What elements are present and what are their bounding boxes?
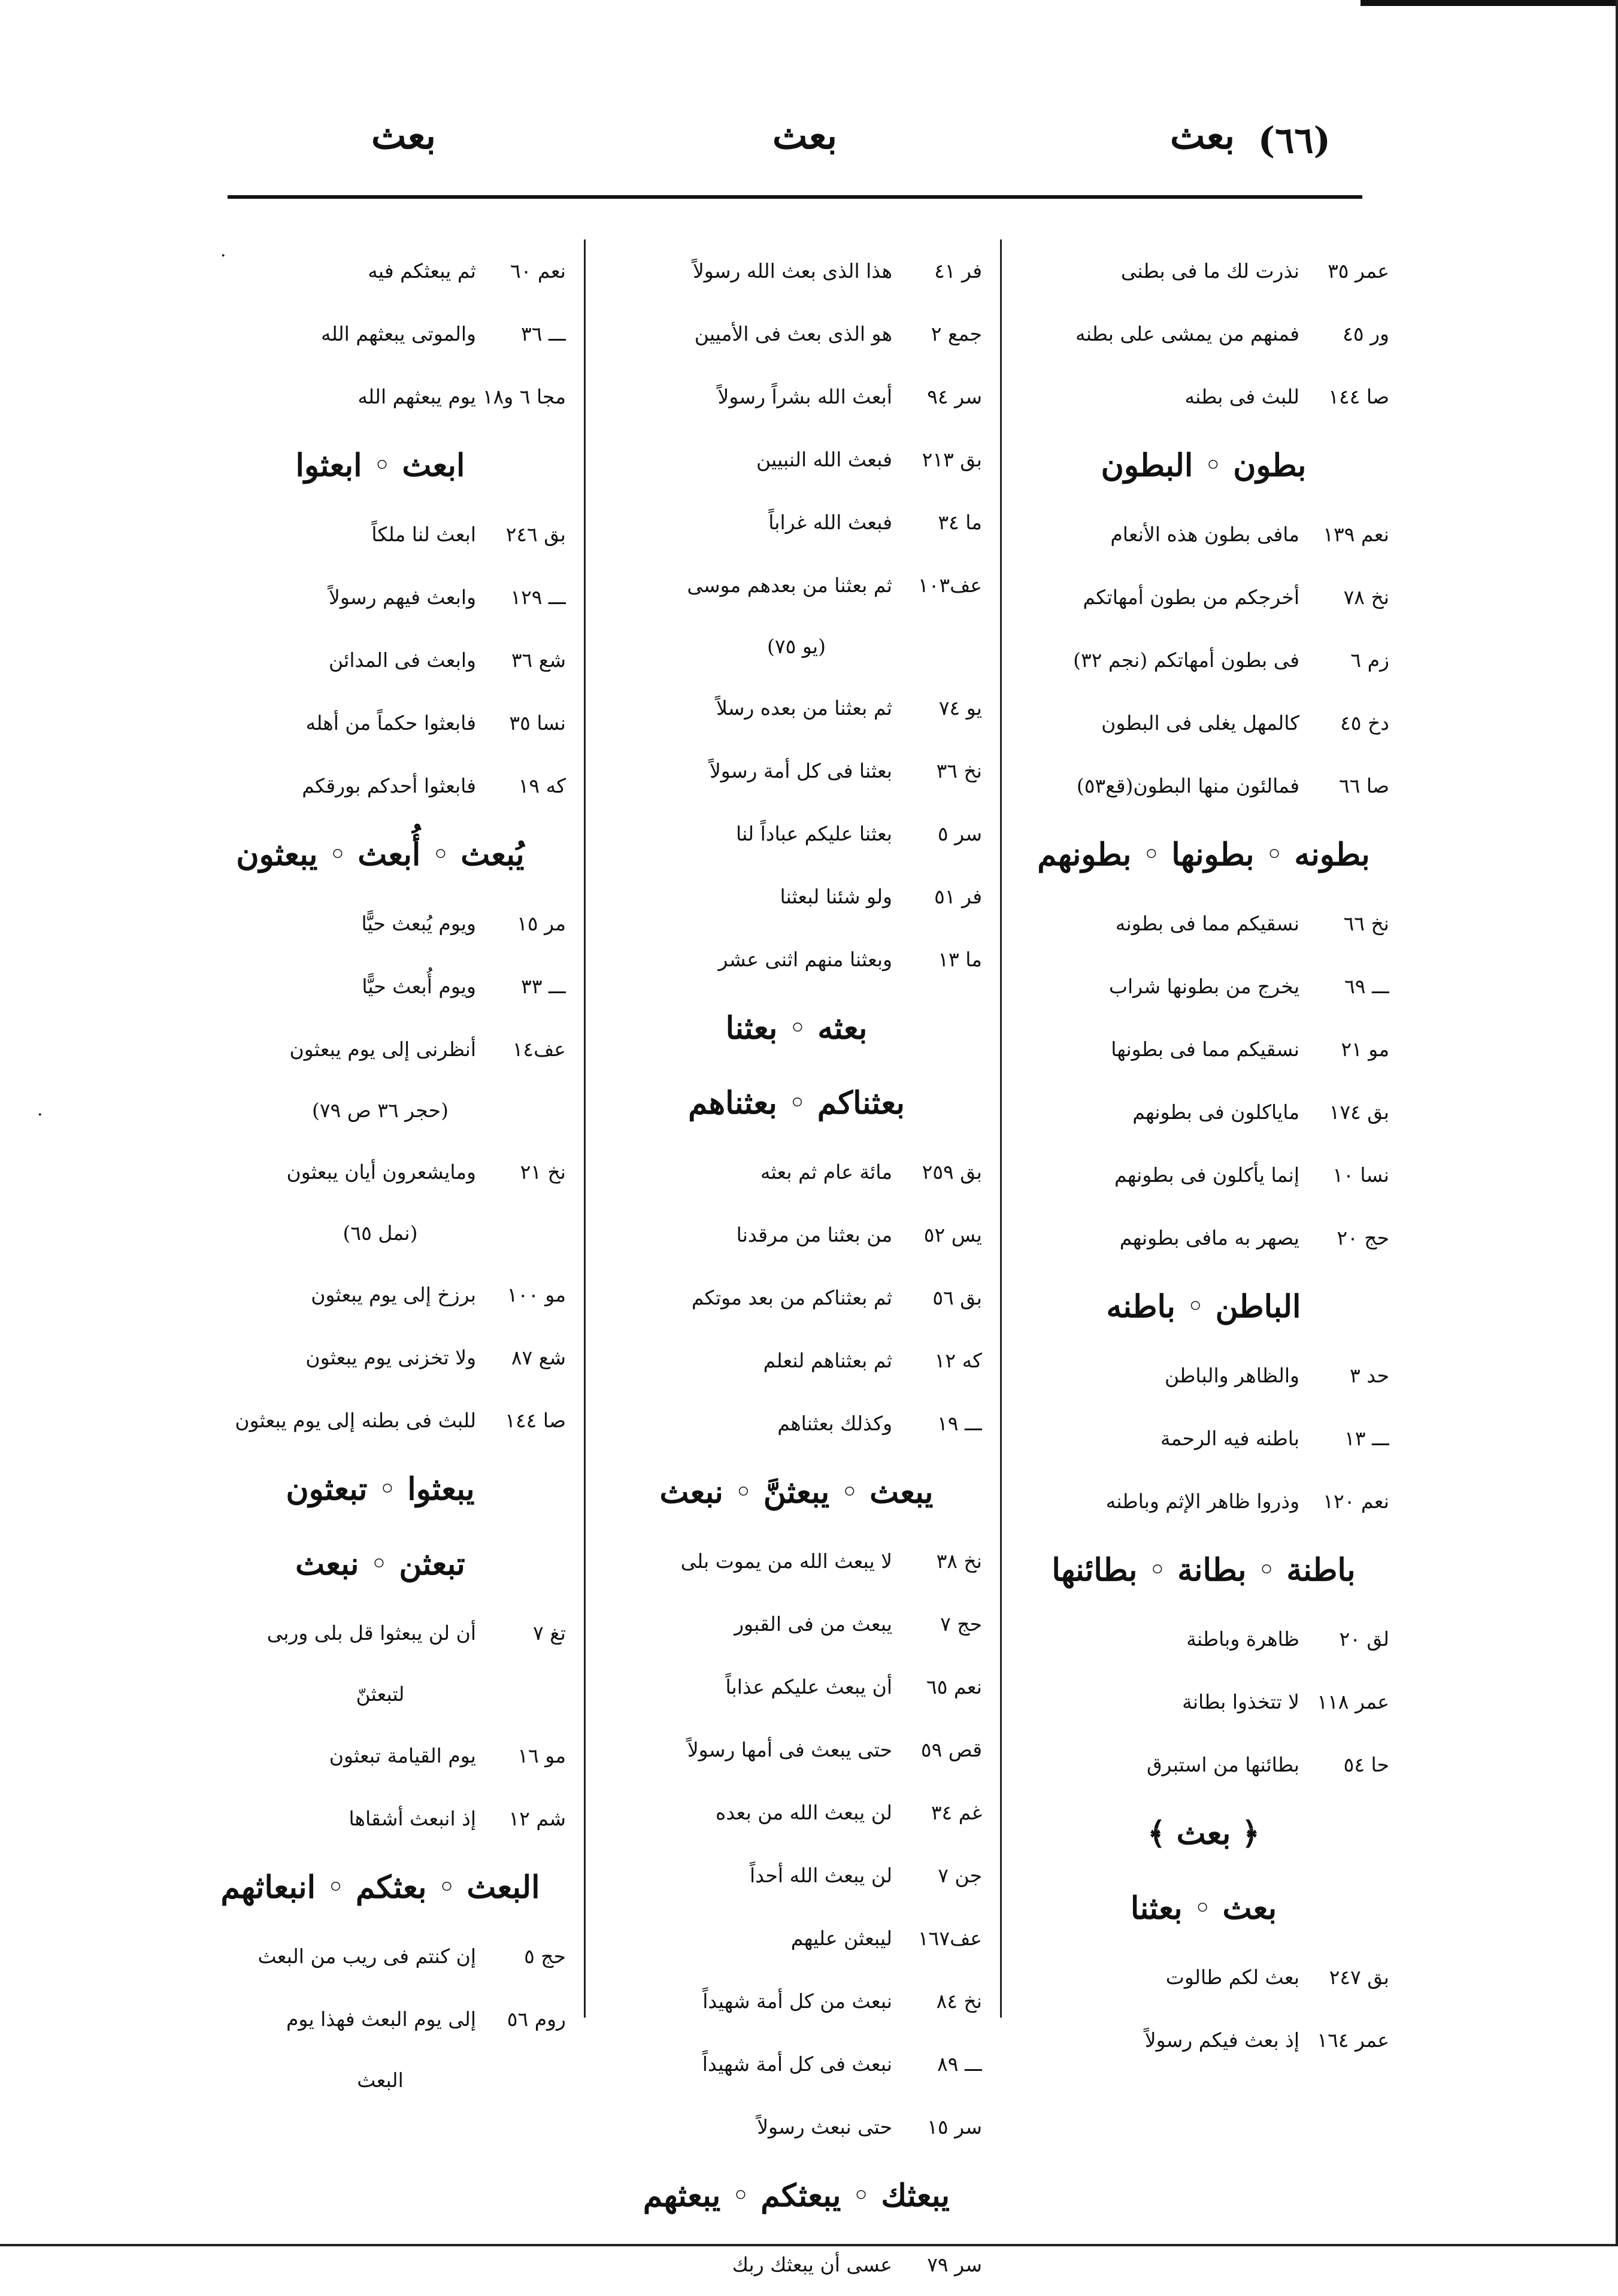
entry-reference: مو ٢١ — [1341, 1038, 1389, 1061]
entry-reference: بق ٢١٣ — [922, 448, 982, 471]
entry-text: ويوم أُبعث حيًّا — [362, 975, 476, 998]
header-word-left: بعث — [371, 114, 437, 157]
index-entry — [1018, 754, 1389, 817]
entry-reference: كه ١٩ — [518, 774, 566, 797]
entry-reference: شع ٨٧ — [511, 1346, 566, 1369]
section-heading: يبعثك ◦ يبعثكم ◦ يبعثهم — [643, 2177, 950, 2214]
entry-text: حتى نبعث رسولاً — [757, 2115, 892, 2139]
index-entry — [611, 1781, 982, 1844]
index-entry — [195, 1925, 566, 1988]
entry-continuation: (يو ٧٥) — [767, 635, 826, 658]
entry-reference: فر ٥١ — [934, 885, 982, 908]
entry-text: ومايشعرون أيان يبعثون — [286, 1160, 476, 1184]
entry-text: كالمهل يغلى فى البطون — [1101, 711, 1299, 735]
entry-reference: بق ٥٦ — [932, 1286, 982, 1309]
entry-continuation: لتبعثنّ — [356, 1682, 405, 1706]
section-heading: يُبعث ◦ أُبعث ◦ يبعثون — [236, 836, 525, 873]
entry-reference: نسا ١٠ — [1332, 1163, 1389, 1187]
entry-text: أن لن يبعثوا قل بلى وربى — [266, 1621, 476, 1645]
entry-text: لا تتخذوا بطانة — [1182, 1690, 1299, 1713]
index-entry — [1018, 1081, 1389, 1144]
index-entry — [611, 1718, 982, 1781]
entry-text: ليبعثن عليهم — [790, 1927, 892, 1950]
index-entry — [611, 1970, 982, 2033]
entry-reference: قص ٥٩ — [920, 1738, 982, 1761]
entry-text: وابعث فى المدائن — [329, 648, 476, 672]
entry-text: ظاهرة وباطنة — [1186, 1627, 1299, 1651]
index-entry — [611, 1266, 982, 1329]
entry-reference: نسا ٣٥ — [509, 711, 566, 735]
entry-reference: حا ٥٤ — [1343, 1753, 1389, 1776]
entry-reference: سر ٩٤ — [927, 385, 982, 408]
entry-reference: نعم ١٣٩ — [1323, 523, 1389, 546]
index-entry — [1018, 1470, 1389, 1533]
entry-text: فمنهم من يمشى على بطنه — [1075, 322, 1299, 345]
index-entry — [195, 1724, 566, 1787]
index-entry — [1018, 955, 1389, 1018]
section-heading: بعث ◦ بعثنا — [1130, 1890, 1277, 1927]
section-heading: بعثناكم ◦ بعثناهم — [688, 1085, 905, 1121]
entry-text: والظاهر والباطن — [1165, 1364, 1299, 1387]
index-entry — [1018, 1607, 1389, 1670]
entry-text: نبعث من كل أمة شهيداً — [702, 1989, 892, 2013]
index-entry — [1018, 1670, 1389, 1733]
page-header — [0, 114, 1618, 186]
entry-reference: جن ٧ — [938, 1864, 982, 1887]
entry-reference: ـــ ٣٦ — [521, 322, 566, 345]
entry-text: فمالئون منها البطون(قع٥٣) — [1076, 774, 1299, 797]
entry-reference: تغ ٧ — [533, 1621, 566, 1645]
index-entry — [611, 491, 982, 554]
entry-text: ولو شئنا لبعثنا — [780, 885, 892, 908]
entry-text: نسقيكم مما فى بطونها — [1111, 1038, 1299, 1061]
entry-text: بعثنا عليكم عباداً لنا — [736, 822, 892, 845]
section-heading: الباطن ◦ باطنه — [1106, 1288, 1301, 1325]
entry-reference: عف١٠٣ — [917, 574, 982, 597]
header-word-center: بعث — [772, 114, 838, 157]
header-rule — [228, 195, 1362, 199]
index-entry — [611, 677, 982, 739]
index-entry — [195, 892, 566, 955]
entry-reference: بق ٢٤٧ — [1329, 1966, 1389, 1989]
entry-text: أخرجكم من بطون أمهاتكم — [1083, 586, 1299, 609]
entry-text: هو الذى بعث فى الأميين — [694, 322, 892, 345]
index-entry — [611, 865, 982, 928]
header-word-right: بعث — [1169, 114, 1235, 157]
entry-reference: مو ١٠٠ — [507, 1283, 566, 1306]
stray-mark: · — [220, 245, 226, 266]
index-entry — [195, 1602, 566, 1664]
entry-reference: حد ٣ — [1350, 1364, 1389, 1387]
entry-text: للبث فى بطنه — [1184, 385, 1299, 408]
index-entry — [611, 2033, 982, 2095]
index-entry — [195, 1326, 566, 1389]
entry-reference: نخ ٣٦ — [936, 759, 982, 782]
index-entry — [611, 739, 982, 802]
index-entry — [1018, 239, 1389, 302]
index-entry — [195, 1389, 566, 1452]
entry-text: يصهر به مافى بطونهم — [1119, 1226, 1299, 1249]
entry-reference: عمر ٣٥ — [1328, 259, 1389, 283]
entry-text: مائة عام ثم بعثه — [760, 1160, 892, 1184]
entry-reference: صا ١٤٤ — [1328, 385, 1389, 408]
entry-text: أبعث الله بشراً رسولاً — [717, 385, 892, 408]
index-entry — [1018, 1206, 1389, 1269]
entry-reference: مو ١٦ — [517, 1744, 566, 1767]
entry-text: وابعث فيهم رسولاً — [329, 586, 476, 609]
entry-text: ماياكلون فى بطونهم — [1132, 1100, 1299, 1124]
entry-text: عسى أن يبعثك ربك — [732, 2253, 892, 2276]
entry-reference: نخ ٨٤ — [936, 1989, 982, 2013]
index-entry — [611, 365, 982, 428]
entry-reference: سر ٧٩ — [927, 2253, 982, 2276]
section-heading: بطونه ◦ بطونها ◦ بطونهم — [1037, 836, 1370, 873]
index-entry — [195, 503, 566, 566]
index-entry — [1018, 2009, 1389, 2071]
entry-reference: عف١٦٧ — [917, 1927, 982, 1950]
entry-reference: غم ٣٤ — [931, 1801, 982, 1824]
entry-text: ثم بعثنا من بعده رسلاً — [716, 696, 892, 720]
section-heading: ابعث ◦ ابعثوا — [295, 447, 465, 484]
entry-reference: ور ٤٥ — [1343, 322, 1389, 345]
entry-text: فبعث الله النبيين — [756, 448, 892, 471]
entry-text: بعثنا فى كل أمة رسولاً — [709, 759, 892, 782]
entry-text: يوم القيامة تبعثون — [329, 1744, 476, 1767]
entry-reference: مجا ٦ و١٨ — [482, 385, 566, 408]
entry-reference: مر ١٥ — [517, 912, 566, 935]
entry-reference: دخ ٤٥ — [1340, 711, 1389, 735]
entry-text: نذرت لك ما فى بطنى — [1120, 259, 1299, 283]
entry-reference: عمر ١١٨ — [1317, 1690, 1389, 1713]
entry-reference: نعم ١٢٠ — [1323, 1490, 1389, 1513]
index-entry — [611, 2095, 982, 2158]
index-entry — [611, 554, 982, 617]
entry-text: وكذلك بعثناهم — [777, 1412, 892, 1435]
entry-text: إذ بعث فيكم رسولاً — [1144, 2028, 1299, 2052]
entry-reference: ـــ ١٢٩ — [510, 586, 566, 609]
entry-reference: سر ١٥ — [927, 2115, 982, 2139]
section-heading: يبعث ◦ يبعثنَّ ◦ نبعث — [659, 1474, 934, 1511]
index-entry — [611, 1593, 982, 1655]
entry-text: أنظرنى إلى يوم يبعثون — [289, 1038, 476, 1061]
entry-continuation: البعث — [357, 2068, 404, 2092]
entry-text: إلى يوم البعث فهذا يوم — [286, 2007, 476, 2031]
column-middle — [611, 239, 982, 2296]
index-entry — [195, 1263, 566, 1326]
entry-text: لن يبعث الله أحداً — [749, 1864, 892, 1887]
index-entry — [1018, 1344, 1389, 1407]
index-entry — [611, 1907, 982, 1970]
index-entry — [611, 2233, 982, 2296]
entry-text: حتى يبعث فى أمها رسولاً — [687, 1738, 892, 1761]
entry-reference: ـــ ١٩ — [937, 1412, 982, 1435]
index-entry — [1018, 1733, 1389, 1796]
entry-reference: عف١٤ — [512, 1038, 566, 1061]
index-entry — [611, 928, 982, 991]
index-entry — [1018, 691, 1389, 754]
section-heading: باطنة ◦ بطانة ◦ بطائنها — [1052, 1552, 1356, 1588]
stray-mark: · — [37, 1105, 43, 1126]
entry-reference: حج ٧ — [940, 1612, 982, 1636]
index-entry — [195, 629, 566, 691]
entry-reference: صا ٦٦ — [1338, 774, 1389, 797]
entry-reference: جمع ٢ — [931, 322, 982, 345]
entry-text: ابعث لنا ملكاً — [371, 523, 476, 546]
entry-text: فى بطون أمهاتكم (نجم ٣٢) — [1073, 648, 1299, 672]
entry-reference: حج ٢٠ — [1337, 1226, 1389, 1249]
entry-continuation: (حجر ٣٦ ص ٧٩) — [312, 1099, 449, 1122]
index-entry — [611, 802, 982, 865]
entry-reference: يو ٧٤ — [938, 696, 982, 720]
entry-text: ثم يبعثكم فيه — [368, 259, 476, 283]
entry-reference: ـــ ٦٩ — [1344, 975, 1389, 998]
entry-text: فبعث الله غراباً — [768, 511, 892, 534]
index-entry — [611, 1392, 982, 1455]
index-entry — [1018, 302, 1389, 365]
index-entry — [1018, 365, 1389, 428]
index-entry — [195, 1141, 566, 1203]
entry-continuation: (نمل ٦٥) — [343, 1221, 418, 1245]
entry-text: والموتى يبعثهم الله — [321, 322, 476, 345]
entry-reference: ما ١٣ — [938, 948, 982, 971]
section-heading: تبعثن ◦ نبعث — [295, 1546, 465, 1582]
entry-text: وبعثنا منهم اثنى عشر — [718, 948, 892, 971]
index-entry — [195, 754, 566, 817]
index-entry — [611, 1203, 982, 1266]
entry-text: يوم يبعثهم الله — [357, 385, 476, 408]
index-entry — [611, 1844, 982, 1907]
entry-text: ثم بعثنا من بعدهم موسى — [687, 574, 892, 597]
column-divider-right — [1000, 239, 1002, 2018]
entry-text: ولا تخزنى يوم يبعثون — [305, 1346, 476, 1369]
index-entry — [611, 1530, 982, 1593]
section-heading: يبعثوا ◦ تبعثون — [286, 1471, 475, 1508]
index-entry — [1018, 1144, 1389, 1206]
entry-reference: نعم ٦٠ — [510, 259, 566, 283]
entry-text: يبعث من فى القبور — [734, 1612, 892, 1636]
index-entry — [195, 566, 566, 629]
entry-reference: نخ ٢١ — [520, 1160, 566, 1184]
page-edge-right — [1616, 0, 1618, 2246]
entry-reference: لق ٢٠ — [1339, 1627, 1389, 1651]
column-divider-left — [584, 239, 586, 2018]
entry-reference: نخ ٦٦ — [1343, 912, 1389, 935]
entry-reference: سر ٥ — [937, 822, 982, 845]
entry-text: نسقيكم مما فى بطونه — [1115, 912, 1299, 935]
entry-text: أن يبعث عليكم عذاباً — [725, 1675, 892, 1699]
entry-text: هذا الذى بعث الله رسولاً — [692, 259, 892, 283]
index-entry — [611, 1655, 982, 1718]
entry-reference: بق ١٧٤ — [1329, 1100, 1389, 1124]
entry-reference: شم ١٢ — [508, 1807, 566, 1830]
entry-text: للبث فى بطنه إلى يوم يبعثون — [235, 1409, 476, 1432]
index-entry — [195, 239, 566, 302]
section-heading: البعث ◦ بعثكم ◦ انبعاثهم — [220, 1869, 540, 1906]
entry-text: فابعثوا أحدكم بورقكم — [302, 774, 476, 797]
index-entry — [195, 691, 566, 754]
entry-text: بعث لكم طالوت — [1165, 1966, 1299, 1989]
page-number: (٦٦) — [1258, 120, 1331, 162]
entry-reference: روم ٥٦ — [507, 2007, 566, 2031]
entry-text: ويوم يُبعث حيًّا — [361, 912, 476, 935]
index-entry — [611, 1141, 982, 1203]
entry-text: برزخ إلى يوم يبعثون — [311, 1283, 476, 1306]
entry-reference: ـــ ١٣ — [1344, 1427, 1389, 1450]
entry-reference: نخ ٣٨ — [936, 1549, 982, 1573]
column-right — [1018, 239, 1389, 2071]
entry-text: لا يبعث الله من يموت بلى — [680, 1549, 892, 1573]
entry-reference: صا ١٤٤ — [505, 1409, 566, 1432]
top-edge-bar — [1361, 0, 1618, 6]
index-entry — [195, 365, 566, 428]
index-entry — [1018, 1407, 1389, 1470]
entry-text: إنما يأكلون فى بطونهم — [1114, 1163, 1299, 1187]
index-entry — [1018, 629, 1389, 691]
index-entry — [1018, 892, 1389, 955]
entry-text: وذروا ظاهر الإثم وباطنه — [1105, 1490, 1299, 1513]
section-heading: بطون ◦ البطون — [1101, 447, 1307, 484]
entry-reference: نخ ٧٨ — [1343, 586, 1389, 609]
entry-text: من بعثنا من مرقدنا — [736, 1223, 892, 1246]
index-entry — [1018, 566, 1389, 629]
entry-reference: زم ٦ — [1350, 648, 1389, 672]
index-entry — [1018, 1018, 1389, 1081]
entry-text: يخرج من بطونها شراب — [1108, 975, 1299, 998]
index-entry — [195, 955, 566, 1018]
section-heading: ﴿ بعث ﴾ — [1147, 1815, 1260, 1852]
index-entry — [611, 302, 982, 365]
section-heading: بعثه ◦ بعثنا — [725, 1010, 868, 1047]
entry-text: نبعث فى كل أمة شهيداً — [702, 2052, 892, 2076]
index-entry — [195, 1787, 566, 1850]
entry-reference: ما ٣٤ — [938, 511, 982, 534]
entry-text: بطائنها من استبرق — [1146, 1753, 1299, 1776]
entry-text: ثم بعثناكم من بعد موتكم — [691, 1286, 892, 1309]
column-left — [195, 239, 566, 2110]
entry-reference: ـــ ٣٣ — [521, 975, 566, 998]
entry-text: ثم بعثناهم لنعلم — [763, 1349, 892, 1372]
entry-text: لن يبعث الله من بعده — [716, 1801, 892, 1824]
entry-reference: نعم ٦٥ — [926, 1675, 982, 1699]
entry-reference: بق ٢٥٩ — [922, 1160, 982, 1184]
entry-text: مافى بطون هذه الأنعام — [1110, 523, 1299, 546]
entry-reference: شع ٣٦ — [511, 648, 566, 672]
entry-text: فابعثوا حكماً من أهله — [305, 711, 476, 735]
entry-reference: عمر ١٦٤ — [1317, 2028, 1389, 2052]
entry-reference: فر ٤١ — [934, 259, 982, 283]
entry-reference: ـــ ٨٩ — [937, 2052, 982, 2076]
entry-text: إذ انبعث أشقاها — [349, 1807, 476, 1830]
index-entry — [1018, 1946, 1389, 2009]
index-entry — [195, 1018, 566, 1081]
entry-reference: يس ٥٢ — [923, 1223, 982, 1246]
entry-text: إن كنتم فى ريب من البعث — [257, 1945, 476, 1968]
entry-reference: كه ١٢ — [934, 1349, 982, 1372]
index-entry — [611, 239, 982, 302]
index-entry — [611, 1329, 982, 1392]
index-entry — [195, 302, 566, 365]
entry-reference: بق ٢٤٦ — [505, 523, 566, 546]
index-entry — [611, 428, 982, 491]
entry-reference: حج ٥ — [524, 1945, 566, 1968]
entry-text: باطنه فيه الرحمة — [1160, 1427, 1299, 1450]
index-entry — [195, 1988, 566, 2051]
index-entry — [1018, 503, 1389, 566]
